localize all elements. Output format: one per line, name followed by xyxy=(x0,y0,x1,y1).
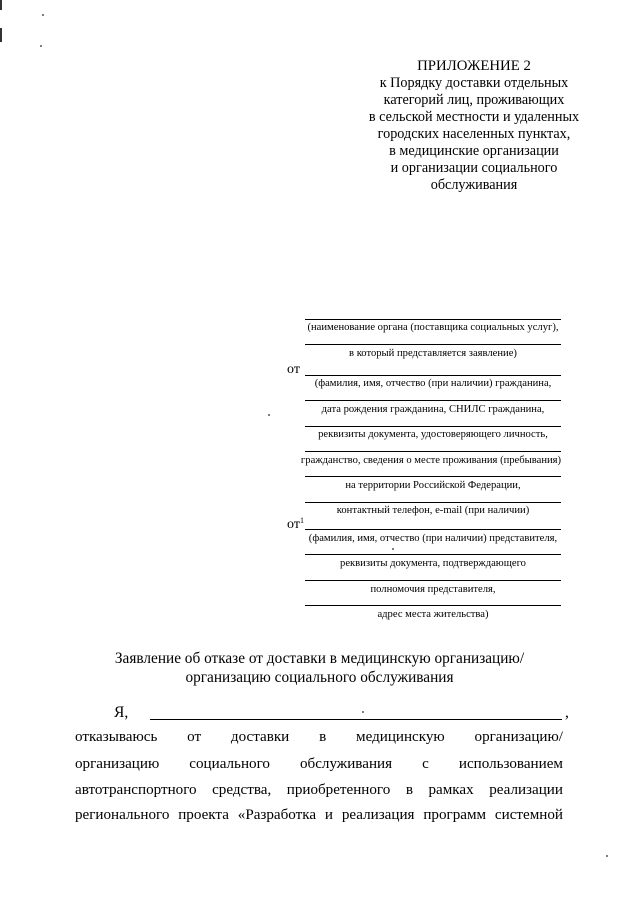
body-line xyxy=(75,729,563,746)
word: использованием xyxy=(458,756,563,772)
body-line xyxy=(75,807,563,824)
field-line[interactable] xyxy=(305,529,561,530)
footnote-mark: 1 xyxy=(299,516,304,525)
word: приобретенного xyxy=(286,782,391,798)
appendix-line: и организации социального xyxy=(390,160,558,176)
word: в xyxy=(405,782,413,798)
field-caption: реквизиты документа, подтверждающего xyxy=(340,558,526,569)
field-caption: (наименование органа (поставщика социальных услуг), xyxy=(307,322,559,333)
from-representative-label xyxy=(287,516,304,533)
word: рамках xyxy=(428,782,474,798)
word: медицинскую xyxy=(356,729,445,745)
word: реализации xyxy=(489,782,563,798)
appendix-line: обслуживания xyxy=(430,177,518,193)
statement-title-line1: Заявление об отказе от доставки в медицинскую организацию/ xyxy=(114,650,525,667)
field-caption: контактный телефон, e-mail (при наличии) xyxy=(336,505,530,516)
scan-margin-mark xyxy=(0,0,2,10)
ya-label: Я, xyxy=(114,704,129,721)
word: регионального xyxy=(75,807,170,823)
field-line[interactable] xyxy=(305,451,561,452)
field-caption: в который представляется заявление) xyxy=(349,348,517,359)
scan-speck xyxy=(362,711,364,713)
field-caption: (фамилия, имя, отчество (при наличии) представителя, xyxy=(308,533,558,544)
field-line[interactable] xyxy=(305,580,561,581)
word: «Разработка xyxy=(237,807,317,823)
word: от xyxy=(187,729,202,745)
word: доставки xyxy=(230,729,290,745)
field-line[interactable] xyxy=(305,502,561,503)
word: организацию xyxy=(75,756,160,772)
word: и xyxy=(324,807,333,823)
word: организацию/ xyxy=(474,729,563,745)
field-line[interactable] xyxy=(305,605,561,606)
field-caption: адрес места жительства) xyxy=(377,609,489,620)
body-line xyxy=(75,782,563,799)
appendix-line: в сельской местности и удаленных xyxy=(368,109,580,125)
appendix-line: категорий лиц, проживающих xyxy=(383,92,565,108)
appendix-line: городских населенных пунктах, xyxy=(377,126,571,142)
appendix-title: ПРИЛОЖЕНИЕ 2 xyxy=(417,58,531,74)
word: проекта xyxy=(178,807,229,823)
field-line[interactable] xyxy=(305,375,561,376)
field-caption: дата рождения гражданина, СНИЛС гражданина, xyxy=(321,404,545,415)
field-line[interactable] xyxy=(305,476,561,477)
name-field-line[interactable] xyxy=(150,719,562,720)
comma: , xyxy=(565,704,569,721)
statement-title-line2: организацию социального обслуживания xyxy=(185,669,454,686)
word: в xyxy=(319,729,327,745)
word: обслуживания xyxy=(300,756,393,772)
scan-speck xyxy=(42,14,44,16)
body-line xyxy=(75,756,563,773)
from-representative-text: от xyxy=(287,517,300,532)
field-line[interactable] xyxy=(305,554,561,555)
appendix-header xyxy=(340,58,608,194)
field-line[interactable] xyxy=(305,400,561,401)
word: программ xyxy=(423,807,487,823)
word: с xyxy=(422,756,429,772)
word: реализация xyxy=(341,807,415,823)
scan-speck xyxy=(392,548,394,550)
field-line[interactable] xyxy=(305,344,561,345)
scan-speck xyxy=(40,45,42,47)
field-line[interactable] xyxy=(305,319,561,320)
field-caption: реквизиты документа, удостоверяющего личность, xyxy=(318,429,548,440)
word: средства, xyxy=(212,782,272,798)
word: социального xyxy=(189,756,270,772)
field-caption: гражданство, сведения о месте проживания (пребывания) xyxy=(300,455,562,466)
field-caption: (фамилия, имя, отчество (при наличии) гражданина, xyxy=(314,378,552,389)
from-label: от xyxy=(287,362,300,377)
field-caption: полномочия представителя, xyxy=(370,584,496,595)
word: отказываюсь xyxy=(75,729,158,745)
scan-speck xyxy=(606,855,608,857)
field-line[interactable] xyxy=(305,426,561,427)
scan-margin-mark xyxy=(0,28,2,42)
field-caption: на территории Российской Федерации, xyxy=(345,480,521,491)
appendix-line: к Порядку доставки отдельных xyxy=(379,75,569,91)
appendix-line: в медицинские организации xyxy=(389,143,559,159)
scan-speck xyxy=(268,414,270,416)
word: системной xyxy=(494,807,563,823)
word: автотранспортного xyxy=(75,782,197,798)
